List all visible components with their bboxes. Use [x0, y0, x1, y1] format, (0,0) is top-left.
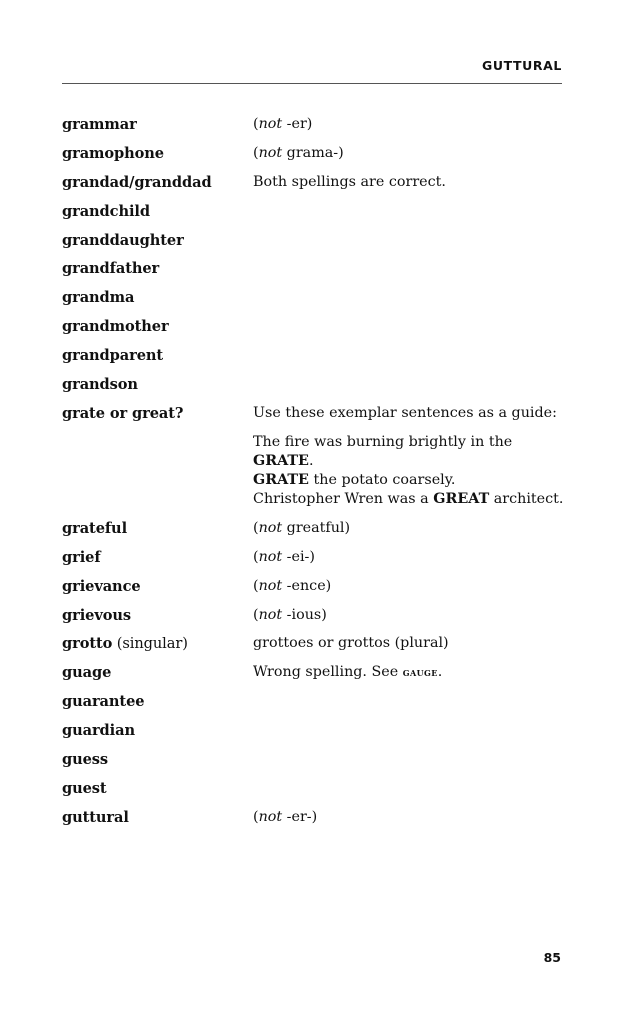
entry-note: (not greatful) — [253, 519, 351, 536]
note-text: grama-) — [282, 144, 344, 161]
entry-grandparent — [62, 346, 562, 375]
entry-term: grandma — [62, 289, 135, 307]
not-italic: not — [258, 519, 283, 536]
note-text: -ence) — [282, 577, 332, 594]
note-text: -er-) — [282, 808, 318, 825]
note-text: greatful) — [282, 519, 351, 536]
entry-term: grievous — [62, 606, 131, 624]
entry-note — [253, 663, 562, 682]
entry-guarantee — [62, 692, 562, 721]
entry-term: guardian — [62, 722, 135, 740]
page-number: 85 — [543, 950, 561, 965]
entry-term: guess — [62, 751, 109, 769]
note-text: . — [437, 664, 443, 681]
spacer — [253, 423, 563, 433]
entry-grievous — [62, 606, 562, 635]
entry-guest — [62, 779, 562, 808]
example-text: Christopher Wren was a — [253, 490, 434, 507]
entry-grandfather — [62, 259, 562, 288]
example-keyword: GRATE — [253, 452, 309, 469]
note-text: -ious) — [282, 606, 327, 623]
entry-term: grandparent — [62, 347, 164, 365]
entry-guess — [62, 750, 562, 779]
not-italic: not — [258, 116, 283, 132]
entry-guardian — [62, 721, 562, 750]
term-text: grotto — [62, 635, 113, 653]
entry-note: (not grama-) — [253, 144, 344, 161]
cross-reference: gauge — [402, 666, 438, 680]
running-head: GUTTURAL — [482, 58, 562, 73]
entry-term: grandchild — [62, 202, 150, 220]
entry-gramophone — [62, 144, 562, 173]
entry-term: gramophone — [62, 144, 164, 162]
entry-term: grateful — [62, 519, 128, 537]
entry-grammar — [62, 115, 562, 144]
note-guide: Use these exemplar sentences as a guide: — [253, 404, 557, 421]
example-keyword: GRATE — [253, 471, 309, 488]
entry-term — [62, 634, 253, 653]
note-text: Wrong spelling. See — [253, 664, 403, 681]
entry-grandmother — [62, 317, 562, 346]
entry-note — [253, 404, 563, 509]
example-line-3 — [253, 490, 563, 509]
example-text: the potato coarsely. — [308, 471, 456, 488]
entry-granddaughter — [62, 231, 562, 260]
example-keyword: GREAT — [433, 490, 490, 507]
example-text: The fire was burning brightly in the — [253, 433, 513, 450]
entry-term: grandmother — [62, 318, 169, 336]
not-italic: not — [258, 577, 283, 594]
note-text: -er) — [282, 116, 313, 132]
entry-grievance — [62, 577, 562, 606]
not-italic: not — [258, 548, 283, 565]
entry-guage — [62, 663, 562, 692]
entry-term: guest — [62, 779, 107, 797]
entry-term: grammar — [62, 116, 137, 133]
entry-grandchild — [62, 202, 562, 231]
entry-term: grandfather — [62, 260, 160, 278]
not-italic: not — [258, 144, 283, 161]
entry-grandma — [62, 288, 562, 317]
entry-term: grate or great? — [62, 404, 184, 422]
example-line-1 — [253, 433, 563, 452]
entry-term: guttural — [62, 808, 129, 826]
entry-grateful — [62, 519, 562, 548]
entry-list — [62, 115, 562, 837]
entry-term: grandad/granddad — [62, 173, 212, 191]
term-qualifier: (singular) — [112, 635, 188, 653]
entry-note: (not -ious) — [253, 606, 327, 623]
header-rule — [62, 83, 562, 84]
entry-term: granddaughter — [62, 231, 184, 249]
example-text: architect. — [489, 490, 564, 507]
entry-term: guage — [62, 664, 112, 682]
entry-note: (not -er-) — [253, 808, 318, 825]
entry-note: Both spellings are correct. — [253, 173, 446, 190]
entry-note: grottoes or grottos (plural) — [253, 635, 449, 652]
example-line-2 — [253, 471, 563, 490]
entry-note: (not -ei-) — [253, 548, 315, 565]
entry-grate-or-great — [62, 404, 562, 519]
entry-grotto — [62, 634, 562, 663]
entry-grandad — [62, 173, 562, 202]
entry-grief — [62, 548, 562, 577]
note-text: -ei-) — [282, 548, 315, 565]
entry-term: grandson — [62, 376, 138, 394]
example-text: . — [308, 452, 314, 469]
not-italic: not — [258, 808, 283, 825]
not-italic: not — [258, 606, 283, 623]
entry-note: (not -er) — [253, 116, 313, 132]
example-line-1b — [253, 452, 563, 471]
entry-term: grief — [62, 548, 101, 566]
entry-term: grievance — [62, 577, 141, 595]
entry-grandson — [62, 375, 562, 404]
entry-note: (not -ence) — [253, 577, 332, 594]
entry-term: guarantee — [62, 693, 145, 711]
entry-guttural — [62, 808, 562, 837]
